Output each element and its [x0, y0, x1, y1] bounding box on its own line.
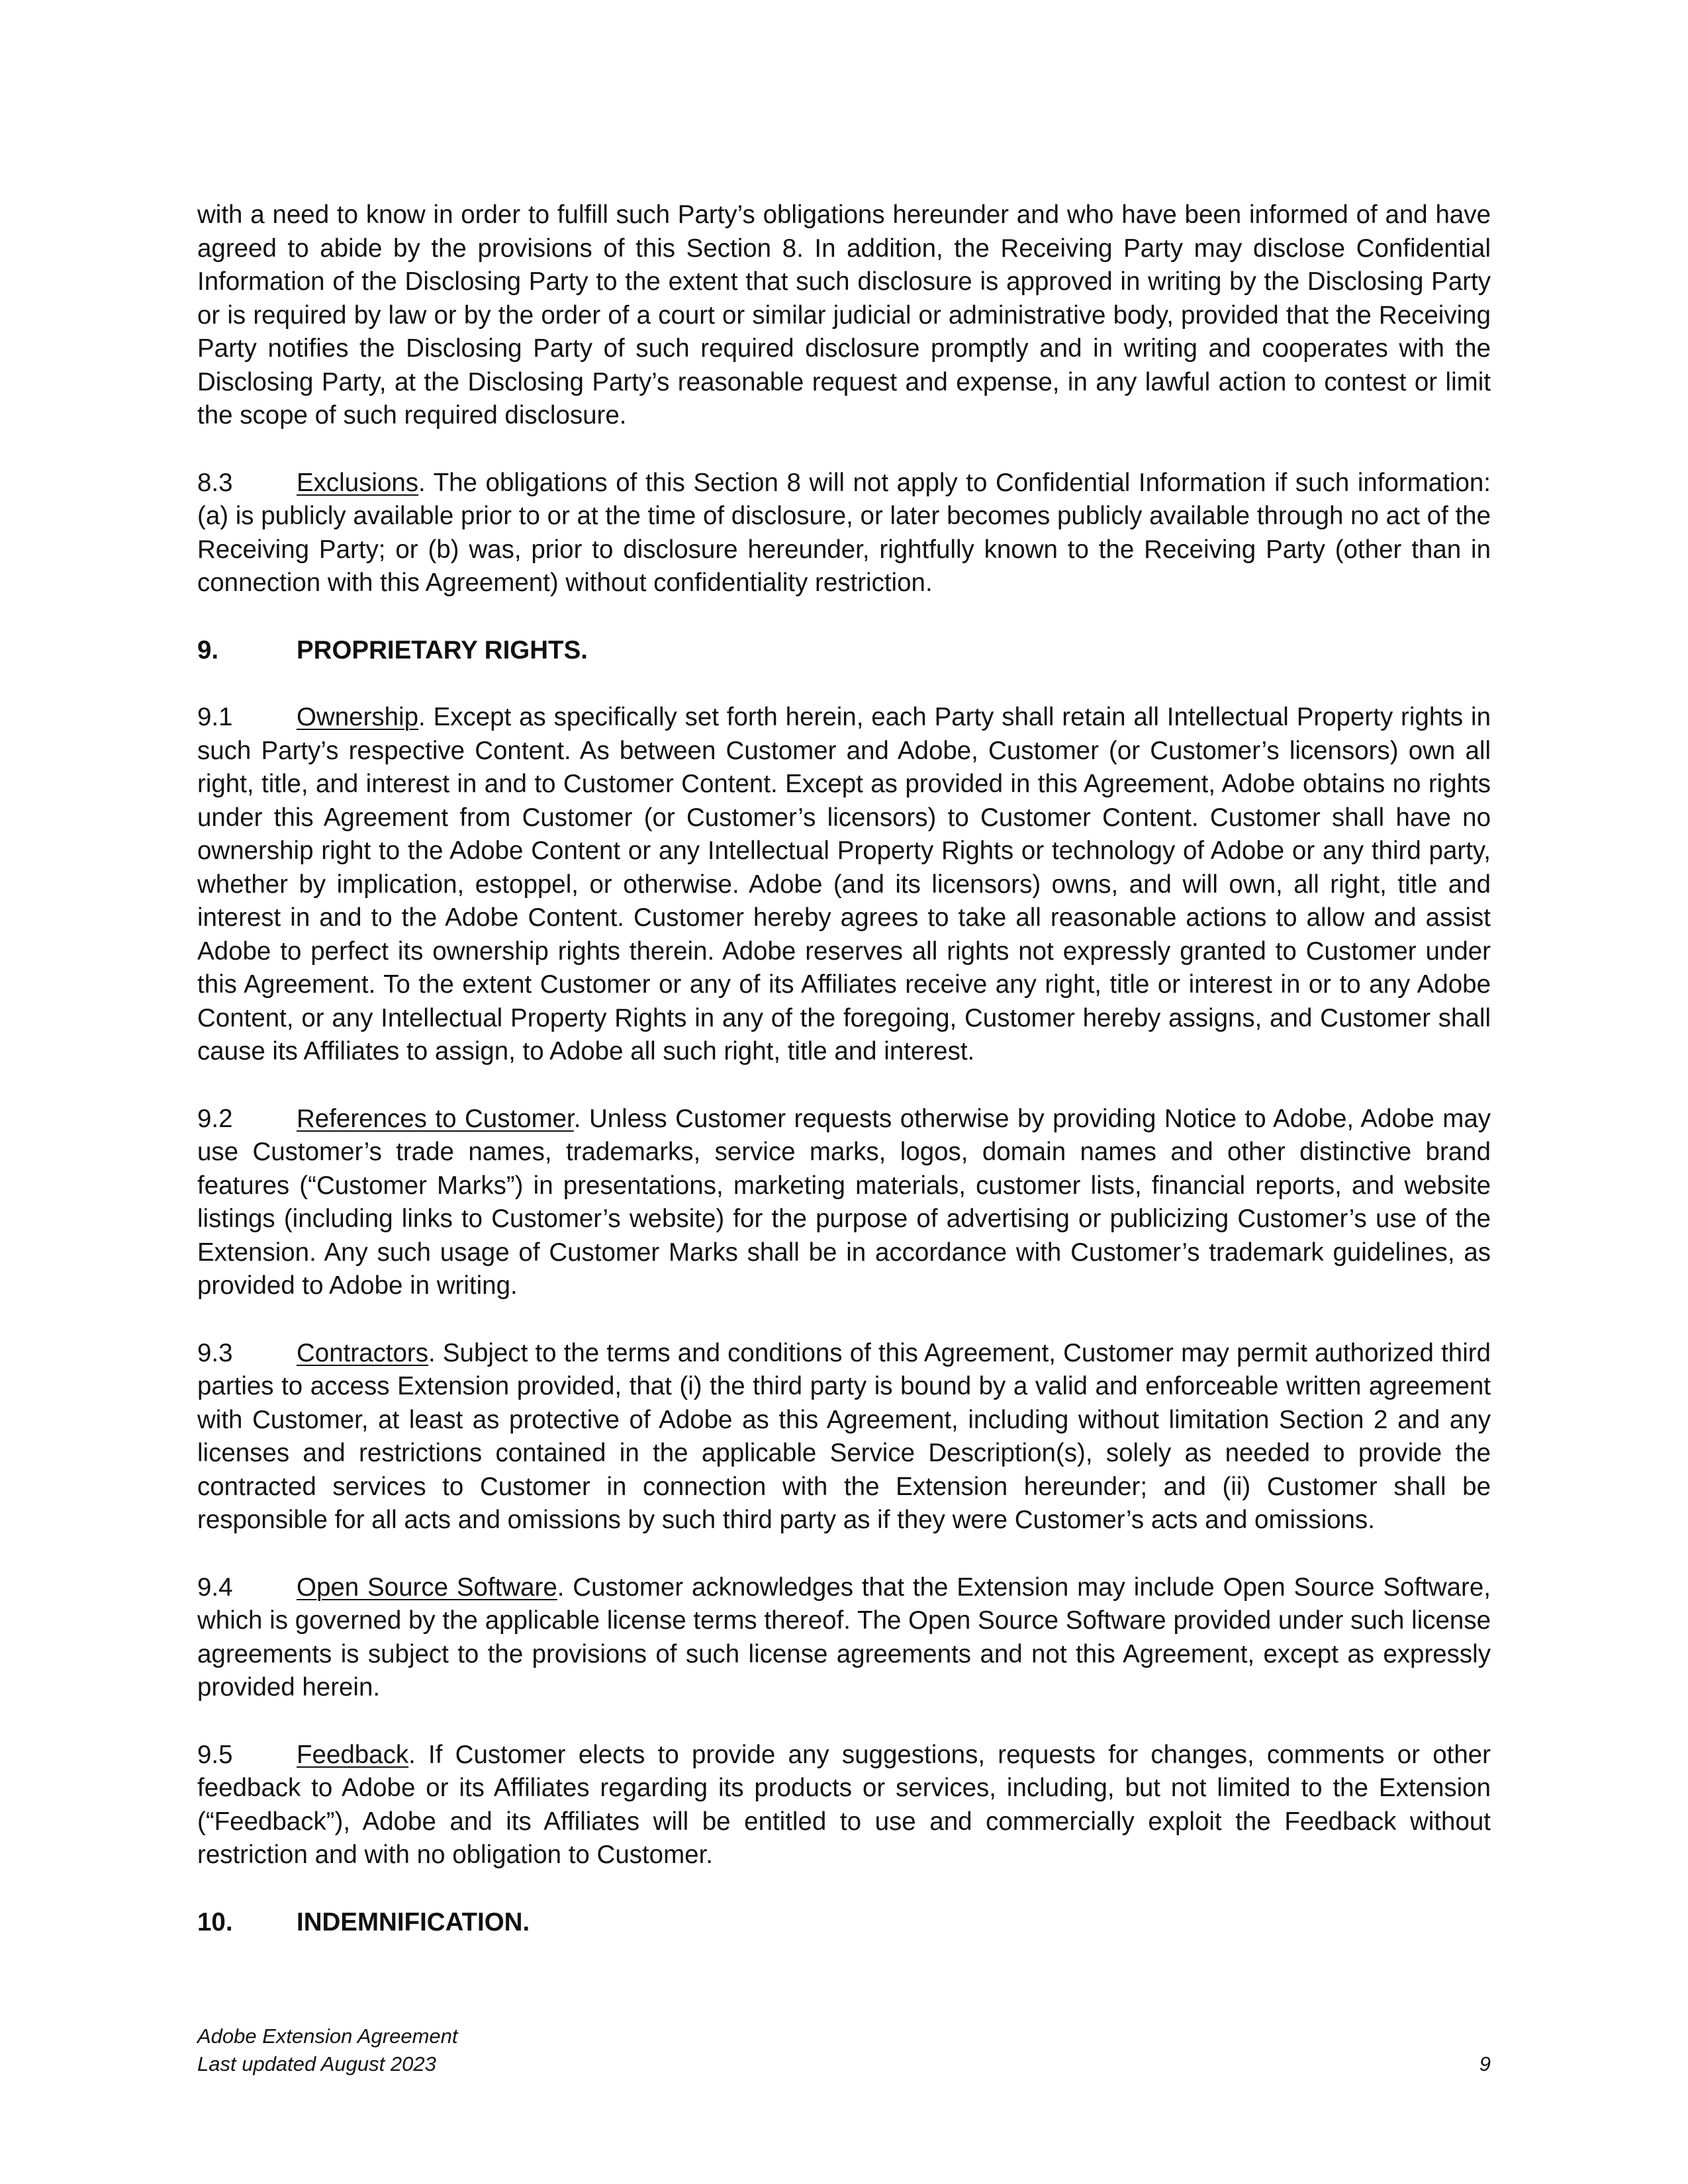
section-9-2	[197, 1103, 1491, 1303]
section-title: References to Customer	[297, 1104, 574, 1133]
section-number: 9.2	[197, 1104, 233, 1133]
section-text: . Unless Customer requests otherwise by providing Notice to Adobe, Adobe may use Customer’s trade names, trademarks, service marks, logos, domain names and other distinctive brand features (“Customer Marks”) in presentations, marketing materials, customer lists, financial reports, and website listings (including links to Customer’s website) for the purpose of advertising or publicizing Customer’s use of the Extension. Any such usage of Customer Marks shall be in accordance with Customer’s trademark guidelines, as provided to Adobe in writing.	[197, 1104, 1491, 1300]
section-number: 9.3	[197, 1338, 233, 1367]
paragraph-8-2-continued	[197, 199, 1491, 433]
section-8-3	[197, 467, 1491, 600]
section-number: 9.1	[197, 703, 233, 731]
document-body	[197, 199, 1491, 1973]
section-title: Feedback	[297, 1740, 409, 1769]
section-heading-title: PROPRIETARY RIGHTS.	[297, 635, 588, 664]
section-number: 10.	[197, 1907, 233, 1936]
section-text: . The obligations of this Section 8 will not apply to Confidential Information if such information: (a) is publicly available prior to or at the time of disclosure, or later becomes publicly available through no act of the Receiving Party; or (b) was, prior to disclosure hereunder, rightfully known to the Receiving Party (other than in connection with this Agreement) without confidentiality restriction.	[197, 468, 1491, 597]
section-10-heading	[197, 1906, 1491, 1940]
footer-doc-title: Adobe Extension Agreement	[197, 2025, 458, 2048]
section-text: . Except as specifically set forth herein, each Party shall retain all Intellectual Property rights in such Party’s respective Content. As between Customer and Adobe, Customer (or Customer’s licensors) own all right, title, and interest in and to Customer Content. Except as provided in this Agreement, Adobe obtains no rights under this Agreement from Customer (or Customer’s licensors) to Customer Content. Customer shall have no ownership right to the Adobe Content or any Intellectual Property Rights or technology of Adobe or any third party, whether by implication, estoppel, or otherwise. Adobe (and its licensors) owns, and will own, all right, title and interest in and to the Adobe Content. Customer hereby agrees to take all reasonable actions to allow and assist Adobe to perfect its ownership rights therein. Adobe reserves all rights not expressly granted to Customer under this Agreement. To the extent Customer or any of its Affiliates receive any right, title or interest in or to any Adobe Content, or any Intellectual Property Rights in any of the foregoing, Customer hereby assigns, and Customer shall cause its Affiliates to assign, to Adobe all such right, title and interest.	[197, 703, 1491, 1066]
section-title: Exclusions	[297, 468, 419, 497]
section-title: Open Source Software	[297, 1572, 557, 1602]
page-footer	[197, 2023, 1491, 2078]
section-text: . Subject to the terms and conditions of this Agreement, Customer may permit authorized third parties to access Extension provided, that (i) the third party is bound by a valid and enforceable written agreement with Customer, at least as protective of Adobe as this Agreement, including without limitation Section 2 and any licenses and restrictions contained in the applicable Service Description(s), solely as needed to provide the contracted services to Customer in connection with the Extension hereunder; and (ii) Customer shall be responsible for all acts and omissions by such third party as if they were Customer’s acts and omissions.	[197, 1338, 1491, 1534]
section-9-5	[197, 1739, 1491, 1872]
footer-last-updated: Last updated August 2023	[197, 2052, 436, 2075]
section-title: Ownership	[297, 703, 419, 731]
section-text: . If Customer elects to provide any suggestions, requests for changes, comments or other feedback to Adobe or its Affiliates regarding its products or services, including, but not limited to the Extension (“Feedback”), Adobe and its Affiliates will be entitled to use and commercially exploit the Feedback without restriction and with no obligation to Customer.	[197, 1740, 1491, 1869]
paragraph-text: with a need to know in order to fulfill such Party’s obligations hereunder and who have been informed of and have agreed to abide by the provisions of this Section 8. In addition, the Receiving Party may disclose Confidential Information of the Disclosing Party to the extent that such disclosure is approved in writing by the Disclosing Party or is required by law or by the order of a court or similar judicial or administrative body, provided that the Receiving Party notifies the Disclosing Party of such required disclosure promptly and in writing and cooperates with the Disclosing Party, at the Disclosing Party’s reasonable request and expense, in any lawful action to contest or limit the scope of such required disclosure.	[197, 201, 1491, 430]
section-number: 8.3	[197, 468, 233, 497]
section-9-4	[197, 1571, 1491, 1705]
section-9-3	[197, 1337, 1491, 1537]
section-number: 9.4	[197, 1572, 233, 1602]
section-text: . Customer acknowledges that the Extension may include Open Source Software, which is governed by the applicable license terms thereof. The Open Source Software provided under such license agreements is subject to the provisions of such license agreements and not this Agreement, except as expressly provided herein.	[197, 1572, 1491, 1702]
page-number: 9	[1479, 2052, 1491, 2075]
section-number: 9.5	[197, 1740, 233, 1769]
section-number: 9.	[197, 635, 219, 664]
section-9-heading	[197, 634, 1491, 668]
section-title: Contractors	[297, 1338, 428, 1367]
section-heading-title: INDEMNIFICATION.	[297, 1907, 530, 1936]
section-9-1	[197, 701, 1491, 1069]
